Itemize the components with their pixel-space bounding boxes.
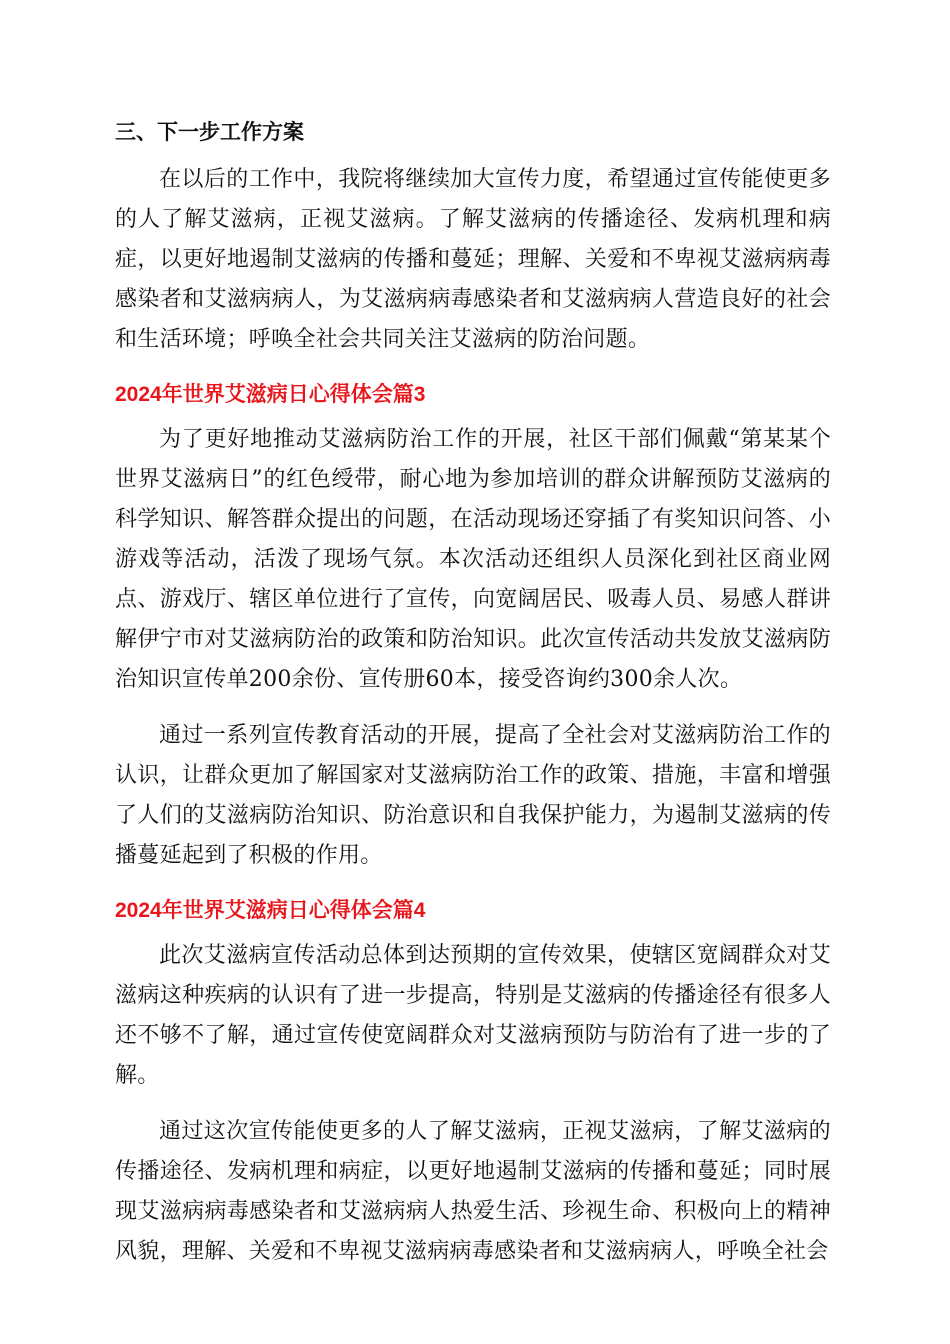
paragraph-article3-2: 通过一系列宣传教育活动的开展，提高了全社会对艾滋病防治工作的认识，让群众更加了解国家对艾滋病防治工作的政策、措施，丰富和增强了人们的艾滋病防治知识、防治意识和自我保护能力，为遏制艾滋病的传播蔓延起到了积极的作用。 [115,723,831,868]
article-title-4: 2024年世界艾滋病日心得体会篇4 [115,899,426,922]
document-content [115,112,831,1288]
section-heading: 三、下一步工作方案 [115,120,304,144]
paragraph-article4-2: 通过这次宣传能使更多的人了解艾滋病，正视艾滋病，了解艾滋病的传播途径、发病机理和病症，以更好地遏制艾滋病的传播和蔓延；同时展现艾滋病病毒感染者和艾滋病病人热爱生活、珍视生命、积极向上的精神风貌，理解、关爱和不卑视艾滋病病毒感染者和艾滋病病人，呼唤全社会 [115,1119,831,1264]
paragraph-article3-1: 为了更好地推动艾滋病防治工作的开展，社区干部们佩戴“第某某个世界艾滋病日”的红色绶带，耐心地为参加培训的群众讲解预防艾滋病的科学知识、解答群众提出的问题，在活动现场还穿插了有奖知识问答、小游戏等活动，活泼了现场气氛。本次活动还组织人员深化到社区商业网点、游戏厅、辖区单位进行了宣传，向宽阔居民、吸毒人员、易感人群讲解伊宁市对艾滋病防治的政策和防治知识。此次宣传活动共发放艾滋病防治知识宣传单200余份、宣传册60本，接受咨询约300余人次。 [115,427,831,692]
paragraph-section3-1: 在以后的工作中，我院将继续加大宣传力度，希望通过宣传能使更多的人了解艾滋病，正视艾滋病。了解艾滋病的传播途径、发病机理和病症，以更好地遏制艾滋病的传播和蔓延；理解、关爱和不卑视艾滋病病毒感染者和艾滋病病人，为艾滋病病毒感染者和艾滋病病人营造良好的社会和生活环境；呼唤全社会共同关注艾滋病的防治问题。 [115,167,831,352]
paragraph-article4-1: 此次艾滋病宣传活动总体到达预期的宣传效果，使辖区宽阔群众对艾滋病这种疾病的认识有了进一步提高，特别是艾滋病的传播途径有很多人还不够不了解，通过宣传使宽阔群众对艾滋病预防与防治有了进一步的了解。 [115,943,831,1088]
article-title-3: 2024年世界艾滋病日心得体会篇3 [115,383,426,406]
